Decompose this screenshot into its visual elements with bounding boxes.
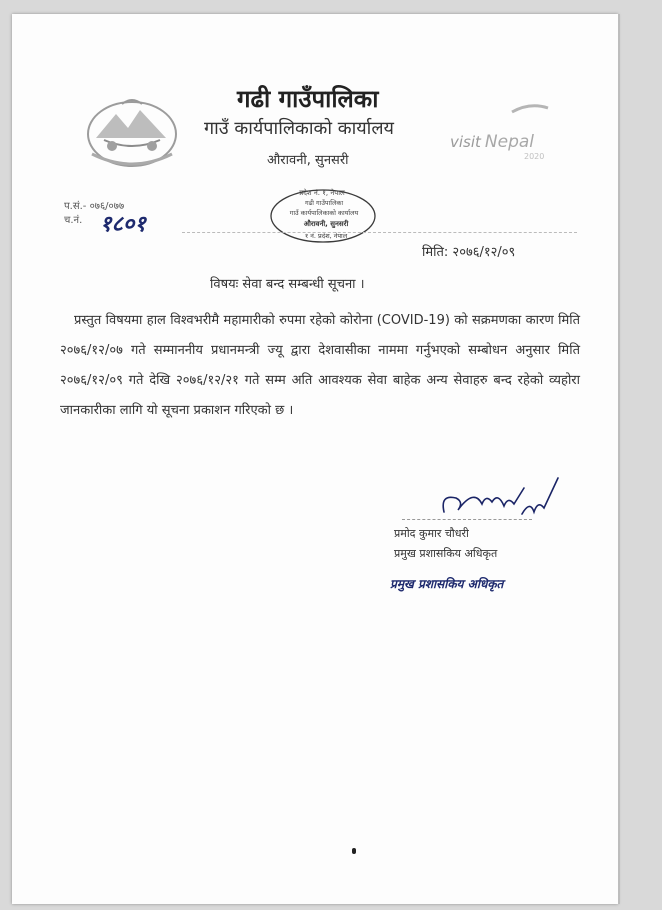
office-name: गाउँ कार्यपालिकाको कार्यालय xyxy=(204,118,394,139)
stamp-line-1: प्रदेश नं. १, नेपाल xyxy=(299,189,345,197)
visit-text: visit xyxy=(450,133,481,151)
signatory-name: प्रमोद कुमार चौधरी xyxy=(394,527,469,540)
signature-line xyxy=(402,519,532,520)
header-divider xyxy=(182,232,577,233)
visit-nepal-logo xyxy=(450,132,545,161)
signatory-post: प्रमुख प्रशासकिय अधिकृत xyxy=(394,547,498,560)
nepal-emblem-icon xyxy=(82,94,182,178)
stamp-line-2: गढी गाउँपालिका xyxy=(304,199,344,207)
nepal-text: Nepal xyxy=(484,132,535,152)
visit-year: 2020 xyxy=(524,152,545,161)
stamp-line-3: गाउँ कार्यपालिकाको कार्यालय xyxy=(289,209,359,217)
dispatch-label: च.नं. xyxy=(64,215,83,226)
logo-swoosh-icon xyxy=(510,102,550,116)
notice-body: प्रस्तुत विषयमा हाल विश्वभरीमै महामारीको रुपमा रहेको कोरोना (COVID-19) को सक्रमणका कारण मिति २०७६/१२/०७ गते सम्माननीय प्रधानमन्त्री ज्यू द्वारा देशवासीका नाममा गर्नुभएको सम्बोधन अनुसार मिति २०७६/१२/०९ गते देखि २०७६/१२/२१ गते सम्म अति आवश्यक सेवा बाहेक अन्य सेवाहरु बन्द रहेको व्यहोरा जानकारीका लागि यो सूचना प्रकाशन गरिएको छ । xyxy=(60,313,580,418)
dispatch-number: १८०१ xyxy=(100,212,146,237)
fiscal-year-ref: प.सं.- ०७६/०७७ xyxy=(64,201,125,212)
page-speck xyxy=(352,848,356,854)
designation-stamp: प्रमुख प्रशासकिय अधिकृत xyxy=(390,577,504,591)
office-address: औरावनी, सुनसरी xyxy=(267,153,349,168)
stamp-line-4: औरावनी, सुनसरी xyxy=(303,220,349,228)
notice-subject: विषयः सेवा बन्द सम्बन्धी सूचना । xyxy=(210,277,365,292)
page-edge xyxy=(618,14,620,904)
document-page xyxy=(12,14,618,904)
office-round-stamp xyxy=(264,184,382,252)
municipality-title: गढी गाउँपालिका xyxy=(237,85,379,113)
stamp-line-5: १ नं. प्रदेश, नेपाल xyxy=(304,232,348,240)
notice-date: मिति: २०७६/१२/०९ xyxy=(422,245,516,260)
